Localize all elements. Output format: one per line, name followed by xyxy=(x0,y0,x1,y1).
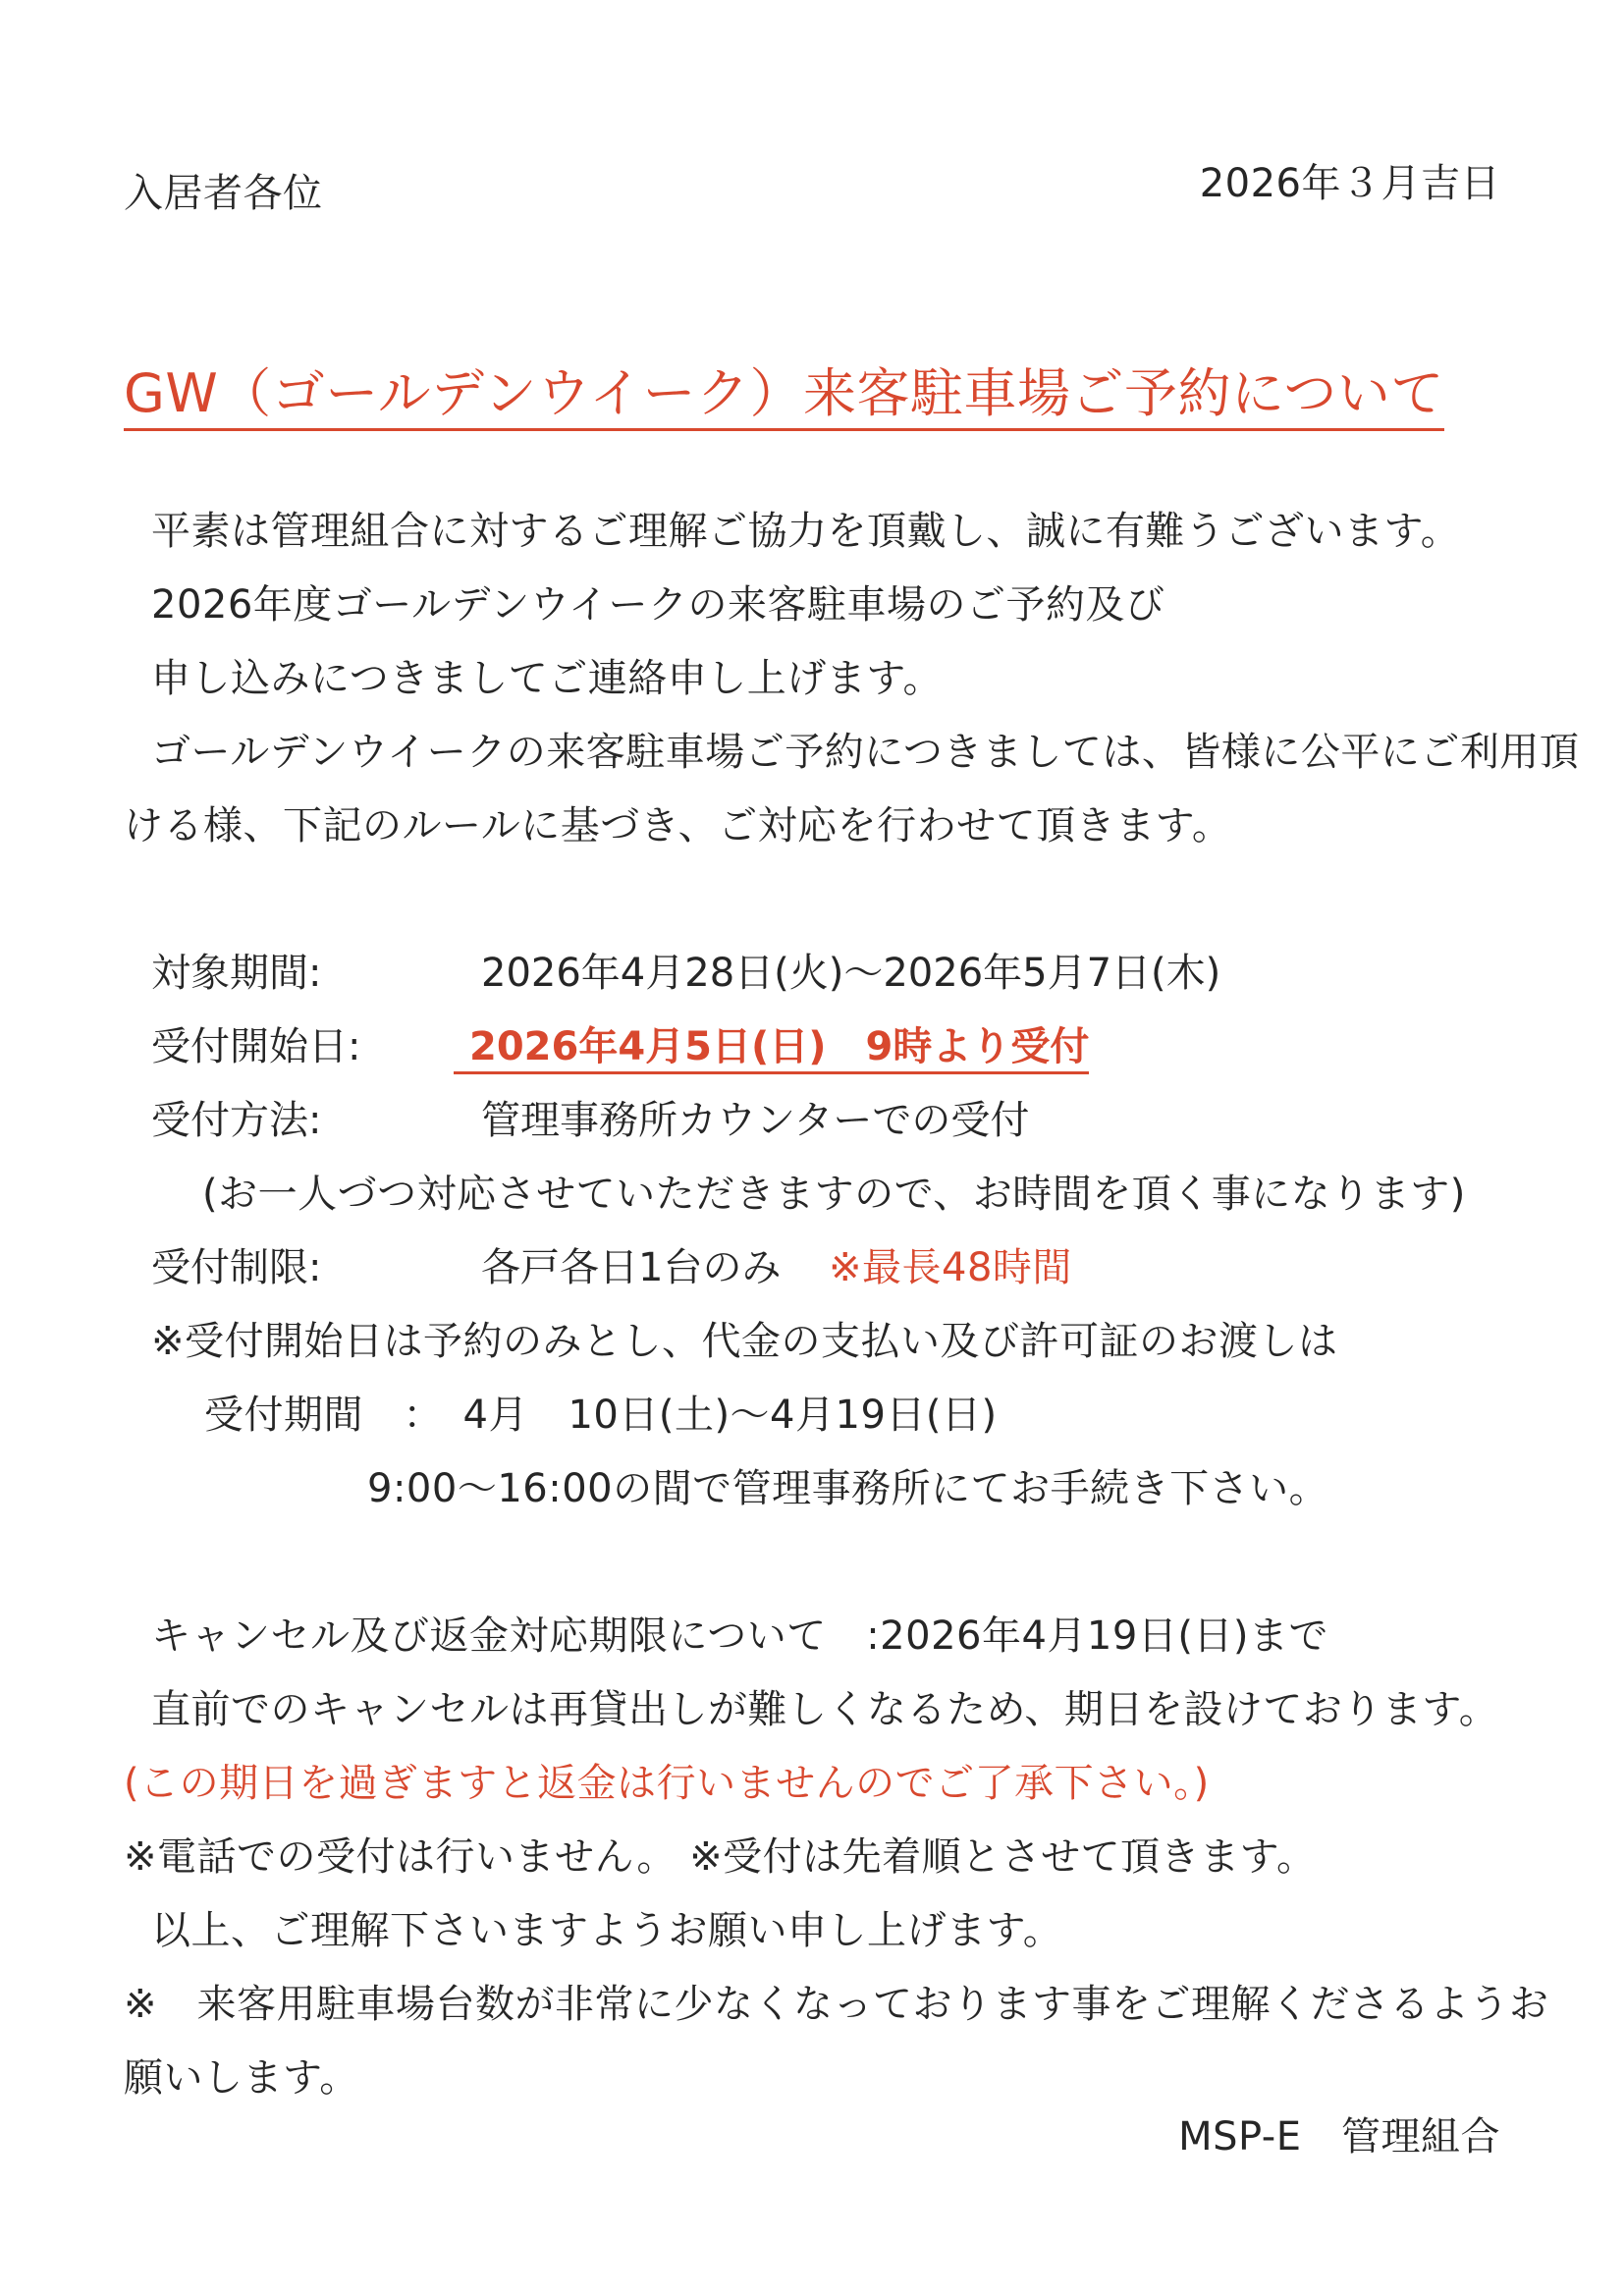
method-note: (お一人づつ対応させていただきますので、お時間を頂く事になります) xyxy=(202,1172,1466,1217)
method-label: 受付方法: xyxy=(151,1098,322,1143)
intro-line-5: ける様、下記のルールに基づき、ご対応を行わせて頂きます。 xyxy=(124,803,1232,848)
cancel-reason: 直前でのキャンセルは再貸出しが難しくなるため、期日を設けております。 xyxy=(151,1687,1499,1732)
limit-label: 受付制限: xyxy=(151,1245,322,1290)
payment-time: 9:00～16:00の間で管理事務所にてお手続き下さい。 xyxy=(367,1466,1329,1511)
intro-line-2: 2026年度ゴールデンウイークの来客駐車場のご予約及び xyxy=(151,582,1165,628)
period-label: 対象期間: xyxy=(151,951,322,996)
parking-note-2: 願いします。 xyxy=(124,2055,359,2101)
issue-date: 2026年３月吉日 xyxy=(1199,161,1500,206)
signature: MSP-E 管理組合 xyxy=(1178,2114,1500,2159)
page-title: GW（ゴールデンウイーク）来客駐車場ご予約について xyxy=(124,361,1444,431)
intro-line-1: 平素は管理組合に対するご理解ご協力を頂戴し、誠に有難うございます。 xyxy=(151,509,1461,554)
cancel-warning: (この期日を過ぎますと返金は行いませんのでご了承下さい。) xyxy=(124,1761,1210,1806)
cancel-deadline: キャンセル及び返金対応期限について :2026年4月19日(日)まで xyxy=(151,1613,1329,1659)
period-value: 2026年4月28日(火)～2026年5月7日(木) xyxy=(481,951,1221,996)
limit-note: ※最長48時間 xyxy=(829,1245,1072,1290)
closing-line: 以上、ご理解下さいますようお願い申し上げます。 xyxy=(151,1908,1063,1953)
intro-line-4: ゴールデンウイークの来客駐車場ご予約につきましては、皆様に公平にご利用頂 xyxy=(151,730,1580,775)
start-label: 受付開始日: xyxy=(151,1024,361,1069)
payment-period: 受付期間 ： 4月 10日(土)～4月19日(日) xyxy=(204,1393,998,1438)
intro-line-3: 申し込みにつきましてご連絡申し上げます。 xyxy=(151,656,943,701)
start-value: 2026年4月5日(日) 9時より受付 xyxy=(454,1022,1089,1074)
parking-note-1: ※ 来客用駐車場台数が非常に少なくなっております事をご理解くださるようお xyxy=(124,1982,1549,2027)
payment-note: ※受付開始日は予約のみとし、代金の支払い及び許可証のお渡しは xyxy=(151,1319,1338,1364)
recipient: 入居者各位 xyxy=(124,171,323,216)
phone-note: ※電話での受付は行いません。 ※受付は先着順とさせて頂きます。 xyxy=(124,1834,1317,1880)
method-value: 管理事務所カウンターでの受付 xyxy=(481,1098,1030,1143)
limit-value: 各戸各日1台のみ xyxy=(481,1245,782,1290)
